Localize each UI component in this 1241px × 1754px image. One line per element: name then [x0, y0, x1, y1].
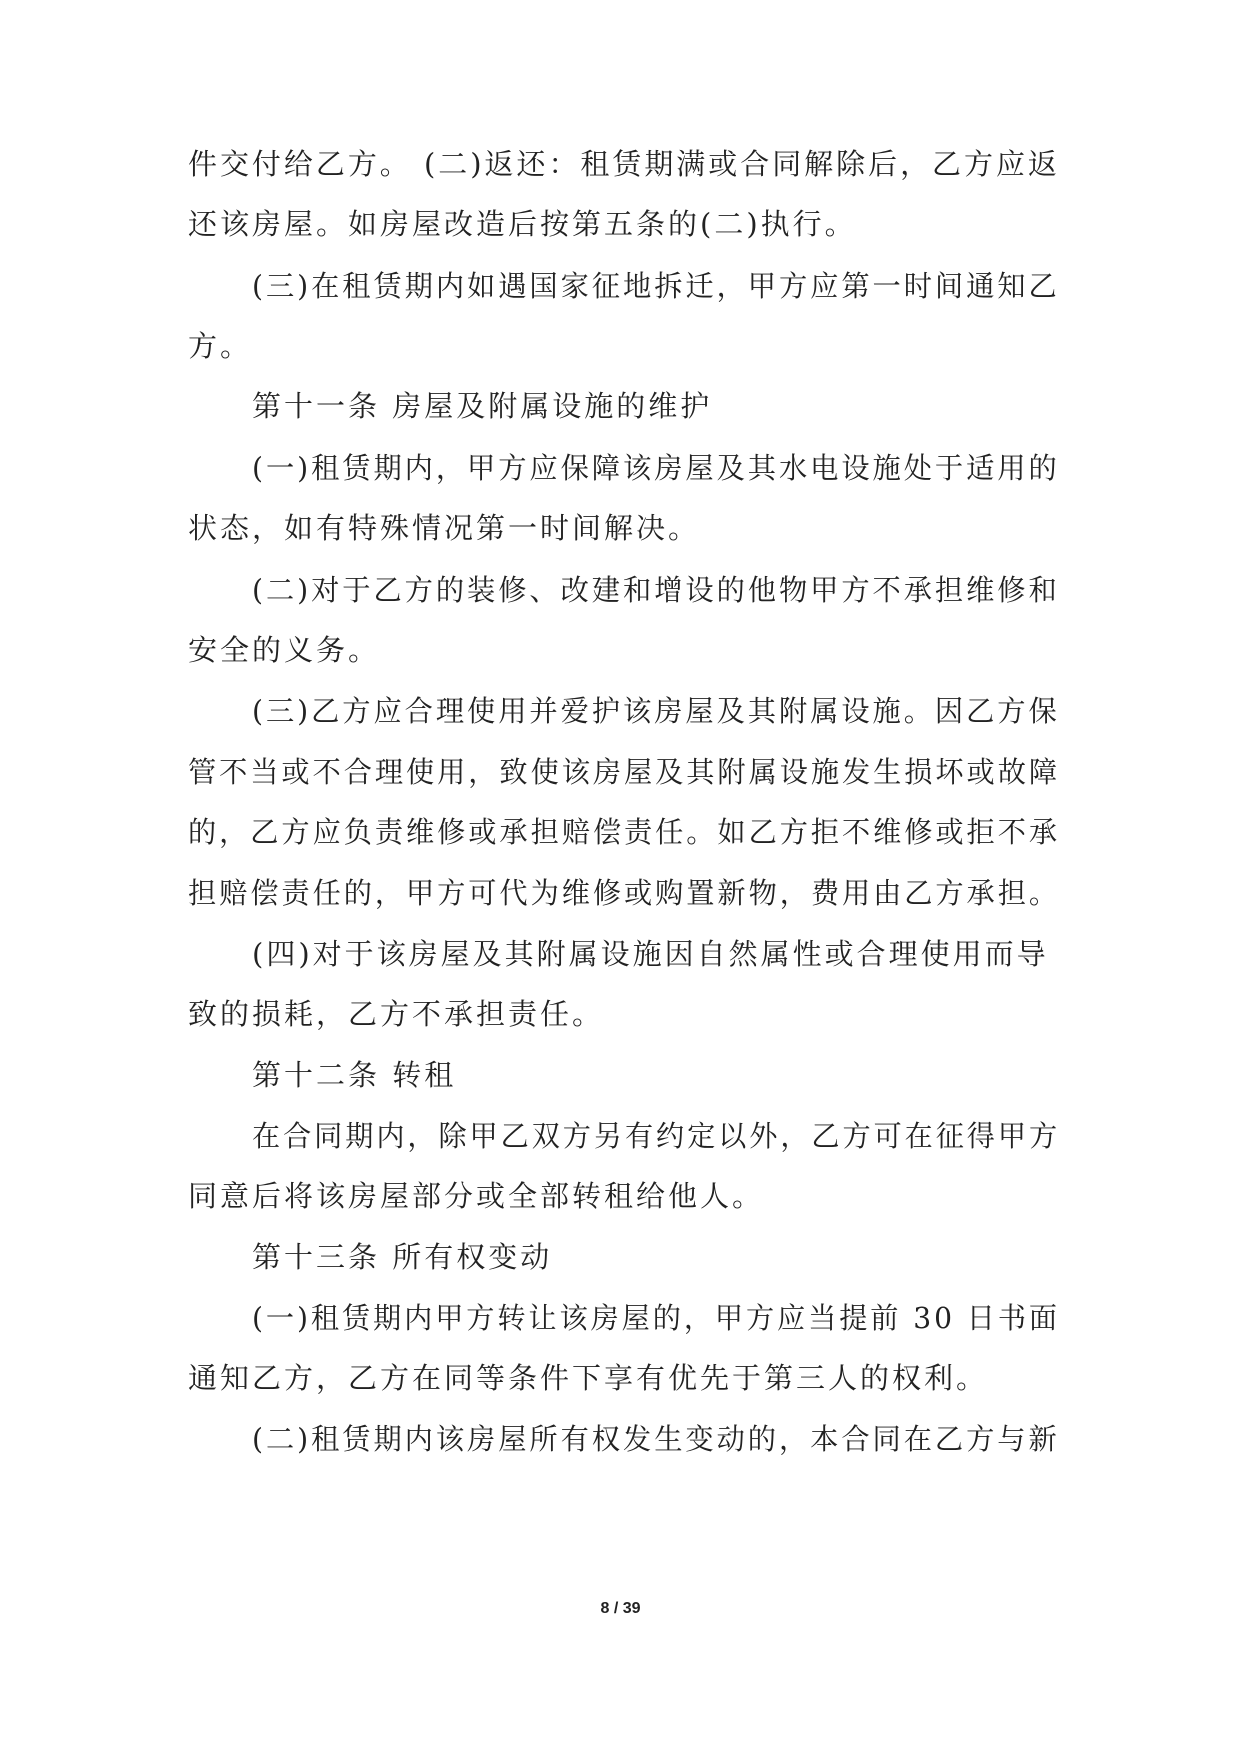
- paragraph-line: (二)租赁期内该房屋所有权发生变动的，本合同在乙方与新: [252, 1422, 1060, 1456]
- paragraph-line: 还该房屋。如房屋改造后按第五条的(二)执行。: [188, 207, 857, 241]
- paragraph-line: 件交付给乙方。 (二)返还：租赁期满或合同解除后，乙方应返: [188, 147, 1060, 181]
- paragraph-line: 的，乙方应负责维修或承担赔偿责任。如乙方拒不维修或拒不承: [188, 815, 1061, 849]
- paragraph-line: 致的损耗，乙方不承担责任。: [188, 997, 605, 1031]
- paragraph-line: (三)乙方应合理使用并爱护该房屋及其附属设施。因乙方保: [252, 694, 1060, 728]
- page-number: 8 / 39: [600, 1600, 641, 1617]
- paragraph-line: 在合同期内，除甲乙双方另有约定以外，乙方可在征得甲方: [252, 1119, 1061, 1153]
- paragraph-line: 安全的义务。: [188, 633, 381, 667]
- paragraph-line: 方。: [188, 329, 253, 363]
- paragraph-line: (三)在租赁期内如遇国家征地拆迁，甲方应第一时间通知乙: [252, 269, 1060, 303]
- paragraph-line: (一)租赁期内甲方转让该房屋的，甲方应当提前 30 日书面: [252, 1301, 1061, 1335]
- paragraph-line: 管不当或不合理使用，致使该房屋及其附属设施发生损坏或故障: [188, 755, 1061, 789]
- paragraph-line: (一)租赁期内，甲方应保障该房屋及其水电设施处于适用的: [252, 451, 1060, 485]
- section-heading: 第十三条 所有权变动: [252, 1240, 553, 1274]
- paragraph-line: (二)对于乙方的装修、改建和增设的他物甲方不承担维修和: [252, 573, 1060, 607]
- paragraph-line: 担赔偿责任的，甲方可代为维修或购置新物，费用由乙方承担。: [188, 876, 1061, 910]
- section-heading: 第十一条 房屋及附属设施的维护: [252, 389, 713, 423]
- paragraph-line: 同意后将该房屋部分或全部转租给他人。: [188, 1179, 765, 1213]
- section-heading: 第十二条 转租: [252, 1058, 457, 1092]
- paragraph-line: 状态，如有特殊情况第一时间解决。: [188, 511, 701, 545]
- paragraph-line: 通知乙方，乙方在同等条件下享有优先于第三人的权利。: [188, 1361, 989, 1395]
- paragraph-line: (四)对于该房屋及其附属设施因自然属性或合理使用而导: [252, 937, 1049, 971]
